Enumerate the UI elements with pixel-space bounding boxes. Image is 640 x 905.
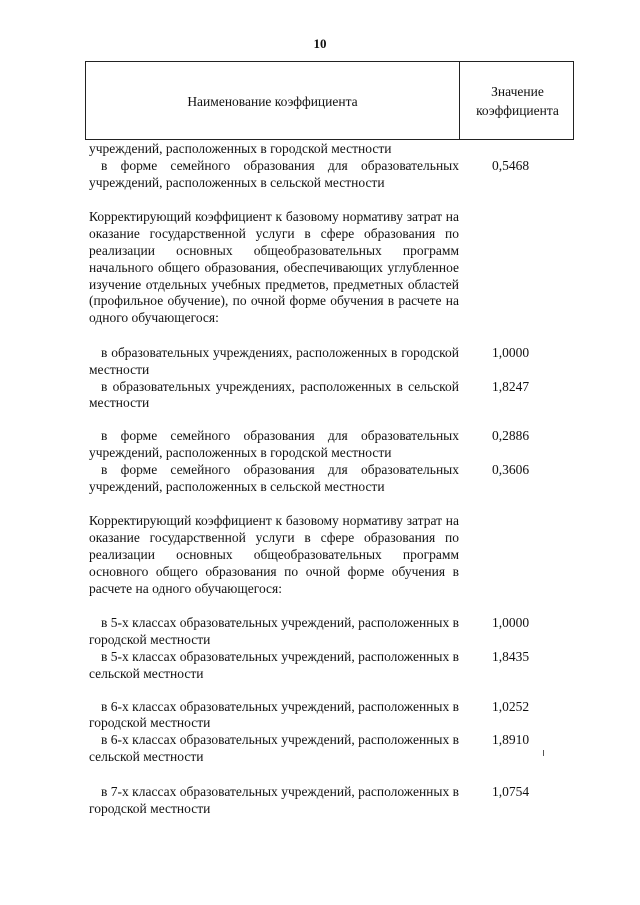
row-value: 0,3606 bbox=[492, 461, 530, 477]
header-coefficient-name: Наименование коэффициента bbox=[86, 62, 460, 140]
row-text: в образовательных учреждениях, расположенных в городской местности bbox=[89, 344, 459, 377]
header-divider bbox=[85, 139, 574, 140]
table-row bbox=[89, 158, 569, 192]
table-row bbox=[89, 141, 569, 158]
table-row bbox=[89, 462, 569, 496]
table-row bbox=[89, 784, 569, 818]
row-text: в 5-х классах образовательных учреждений, расположенных в городской местности bbox=[89, 615, 459, 648]
page-number: 10 bbox=[313, 36, 327, 51]
row-value: 1,8247 bbox=[492, 378, 530, 394]
row-value: 1,0000 bbox=[492, 615, 530, 631]
table-body bbox=[89, 141, 569, 817]
table-row bbox=[89, 615, 569, 649]
row-value: 1,8435 bbox=[492, 648, 530, 664]
table-row bbox=[89, 345, 569, 379]
table-row bbox=[89, 379, 569, 413]
table-row bbox=[89, 649, 569, 683]
table-row-heading bbox=[89, 209, 569, 327]
row-value: 1,0754 bbox=[492, 783, 530, 799]
row-value: 0,2886 bbox=[492, 428, 530, 444]
row-text: в форме семейного образования для образовательных учреждений, расположенных в городской местности bbox=[89, 428, 459, 460]
row-text: Корректирующий коэффициент к базовому нормативу затрат на оказание государственной услуги в сфере образования по реализации основных общеобразовательных программ основного общего образования по очной форме обучения в расчете на одного обучающегося: bbox=[89, 513, 459, 596]
header-coefficient-value: Значение коэффициента bbox=[476, 84, 559, 118]
table-row bbox=[89, 428, 569, 462]
row-text: в форме семейного образования для образовательных учреждений, расположенных в сельской местности bbox=[89, 157, 459, 190]
row-value: 1,0000 bbox=[492, 344, 530, 360]
row-value: 1,8910 bbox=[492, 732, 530, 748]
row-text: в образовательных учреждениях, расположенных в сельской местности bbox=[89, 378, 459, 411]
row-text: Корректирующий коэффициент к базовому нормативу затрат на оказание государственной услуги в сфере образования по реализации основных общеобразовательных программ начального общего образования, обеспечивающих углубленное изучение отдельных учебных предметов, предметных областей (профильное обучение), по очной форме обучения в расчете на одного обучающегося: bbox=[89, 209, 459, 326]
row-value: 0,5468 bbox=[492, 157, 530, 173]
row-text: в форме семейного образования для образовательных учреждений, расположенных в сельской местности bbox=[89, 461, 459, 494]
row-text: в 7-х классах образовательных учреждений, расположенных в городской местности bbox=[89, 783, 459, 816]
table-header bbox=[85, 61, 574, 139]
scan-artifact bbox=[543, 750, 544, 756]
row-text: в 6-х классах образовательных учреждений, расположенных в сельской местности bbox=[89, 732, 459, 764]
table-row bbox=[89, 732, 569, 766]
table-row bbox=[89, 699, 569, 733]
row-text: учреждений, расположенных в городской местности bbox=[89, 141, 392, 156]
row-text: в 6-х классах образовательных учреждений, расположенных в городской местности bbox=[89, 698, 459, 731]
table-row-heading bbox=[89, 513, 569, 597]
row-text: в 5-х классах образовательных учреждений, расположенных в сельской местности bbox=[89, 648, 459, 681]
row-value: 1,0252 bbox=[492, 698, 530, 714]
